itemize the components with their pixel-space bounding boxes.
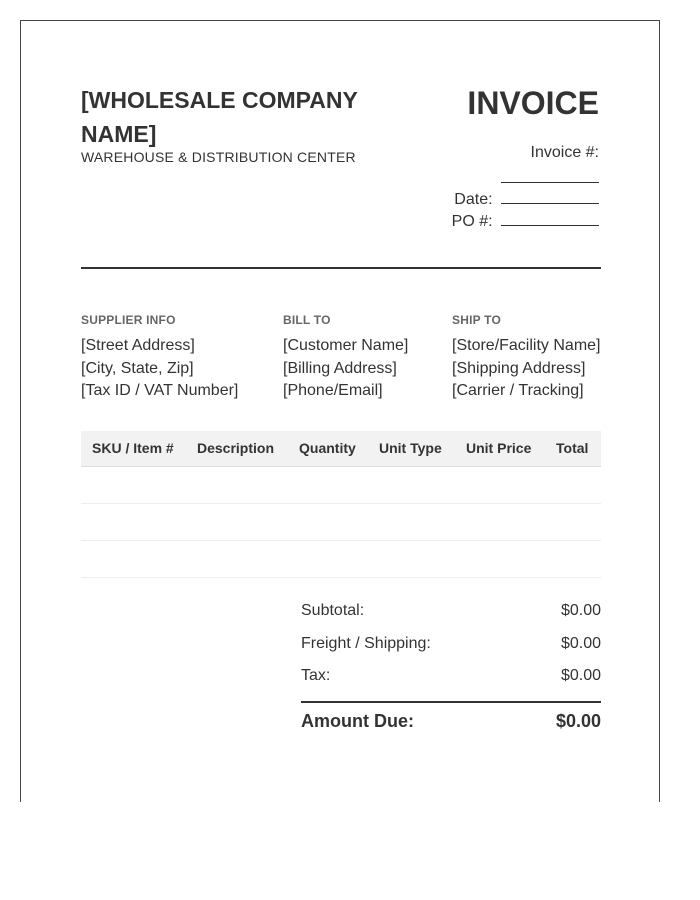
ship-to-line: [Store/Facility Name] (452, 337, 601, 354)
totals-block (301, 597, 601, 739)
subtotal-row (301, 597, 601, 630)
invoice-number-field[interactable] (501, 181, 599, 183)
bill-to-info (283, 313, 408, 403)
bill-to-line: [Billing Address] (283, 359, 397, 377)
ship-to-info (452, 313, 600, 403)
column-header-unit-type: Unit Type (379, 440, 442, 456)
invoice-number-row (531, 144, 599, 162)
tax-value: $0.00 (560, 667, 601, 684)
subtotal-label: Subtotal: (301, 602, 365, 619)
column-header-total: Total (556, 440, 589, 456)
supplier-heading: SUPPLIER INFO (81, 313, 176, 327)
po-label: PO #: (451, 213, 493, 230)
po-field[interactable] (501, 211, 599, 226)
tax-row (301, 662, 601, 695)
ship-to-line: [Shipping Address] (452, 359, 586, 377)
header-divider (81, 267, 601, 269)
supplier-info (81, 313, 238, 403)
column-header-description: Description (197, 440, 275, 456)
table-row[interactable] (81, 541, 601, 578)
column-header-unit-price: Unit Price (466, 440, 532, 456)
supplier-line: [City, State, Zip] (81, 359, 194, 377)
column-header-sku: SKU / Item # (92, 440, 174, 456)
bill-to-heading: BILL TO (283, 313, 331, 327)
tax-label: Tax: (301, 667, 331, 684)
po-row (452, 211, 599, 231)
invoice-page (20, 20, 660, 802)
bill-to-line: [Customer Name] (283, 337, 409, 354)
table-row[interactable] (81, 467, 601, 504)
date-field[interactable] (501, 189, 599, 204)
table-header (81, 431, 601, 467)
bill-to-line: [Phone/Email] (283, 382, 383, 399)
items-table (81, 431, 601, 578)
date-row (454, 189, 599, 209)
freight-row (301, 630, 601, 663)
supplier-line: [Tax ID / VAT Number] (81, 382, 239, 399)
ship-to-heading: SHIP TO (452, 313, 501, 327)
company-subtitle: WAREHOUSE & DISTRIBUTION CENTER (81, 149, 356, 165)
supplier-line: [Street Address] (81, 337, 195, 354)
invoice-number-label: Invoice #: (530, 144, 599, 161)
company-name: [WHOLESALE COMPANY NAME] (81, 87, 358, 147)
invoice-title: INVOICE (467, 85, 599, 121)
table-row[interactable] (81, 504, 601, 541)
amount-due-label: Amount Due: (301, 710, 414, 731)
ship-to-line: [Carrier / Tracking] (452, 382, 584, 399)
freight-label: Freight / Shipping: (301, 634, 431, 652)
column-header-quantity: Quantity (299, 440, 356, 456)
freight-value: $0.00 (560, 634, 601, 652)
subtotal-value: $0.00 (560, 602, 601, 619)
date-label: Date: (454, 191, 493, 208)
amount-due-row (301, 703, 601, 739)
amount-due-value: $0.00 (555, 710, 601, 731)
